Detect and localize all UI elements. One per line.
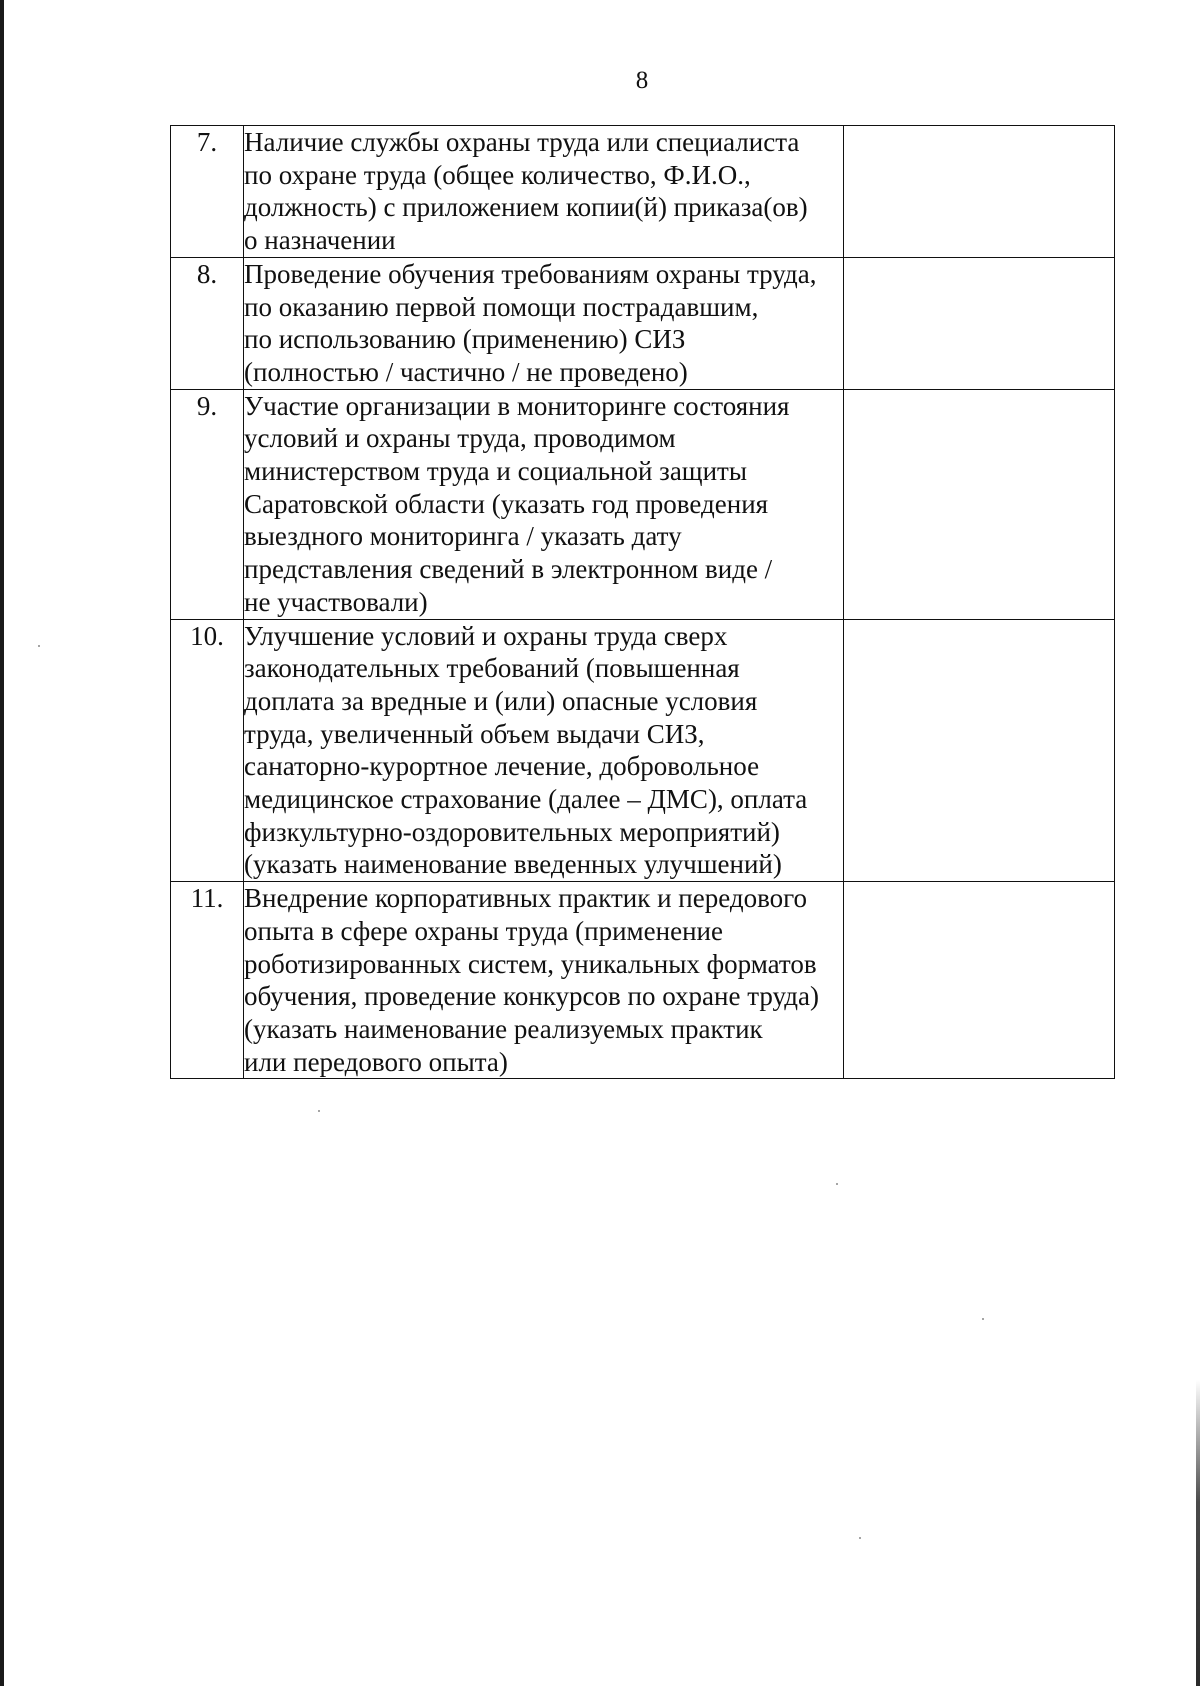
requirements-table: [170, 125, 1115, 1079]
table-row: [171, 619, 1115, 882]
page-number: 8: [635, 67, 649, 94]
scan-speck: [836, 1183, 838, 1185]
row-description-line: или передового опыта): [244, 1046, 508, 1077]
row-description: [244, 126, 844, 258]
row-description-line: не участвовали): [244, 586, 428, 617]
row-number: 11.: [171, 882, 244, 1079]
scan-edge-right: [1196, 1380, 1200, 1686]
row-description-line: Проведение обучения требованиям охраны труда,: [244, 258, 817, 289]
table-row: [171, 389, 1115, 619]
row-description-line: по использованию (применению) СИЗ: [244, 324, 686, 355]
row-description-line: Участие организации в мониторинге состояния: [244, 390, 790, 421]
row-description: [244, 257, 844, 389]
row-description: [244, 882, 844, 1079]
row-description-line: представления сведений в электронном виде /: [244, 554, 773, 585]
row-description-line: (указать наименование введенных улучшений): [244, 849, 782, 880]
row-description-line: по охране труда (общее количество, Ф.И.О.,: [244, 159, 751, 190]
row-description-line: обучения, проведение конкурсов по охране труда): [244, 981, 820, 1012]
row-description-line: по оказанию первой помощи пострадавшим,: [244, 291, 759, 322]
row-description-line: опыта в сфере охраны труда (применение: [244, 915, 723, 946]
row-description-line: условий и охраны труда, проводимом: [244, 423, 676, 454]
row-description-line: Улучшение условий и охраны труда сверх: [244, 620, 728, 651]
row-number: 8.: [171, 257, 244, 389]
row-description-line: министерством труда и социальной защиты: [244, 456, 747, 487]
row-description-line: законодательных требований (повышенная: [244, 653, 740, 684]
row-value: [844, 126, 1115, 258]
row-description-line: Наличие службы охраны труда или специалиста: [244, 127, 800, 157]
scan-speck: [318, 1110, 320, 1112]
table-row: [171, 257, 1115, 389]
row-value: [844, 619, 1115, 882]
row-description-line: (полностью / частично / не проведено): [244, 356, 688, 387]
table-row: [171, 882, 1115, 1079]
scan-speck: [982, 1318, 984, 1320]
scan-speck: [38, 645, 40, 647]
row-description-line: доплата за вредные и (или) опасные условия: [244, 685, 758, 716]
row-description-line: физкультурно-оздоровительных мероприятий): [244, 816, 780, 847]
row-number: 9.: [171, 389, 244, 619]
scan-edge-left: [0, 0, 4, 1686]
row-description-line: медицинское страхование (далее – ДМС), оплата: [244, 784, 808, 815]
row-description-line: должность) с приложением копии(й) приказа(ов): [244, 192, 808, 223]
row-description: [244, 389, 844, 619]
table-row: [171, 126, 1115, 258]
row-value: [844, 257, 1115, 389]
row-description-line: (указать наименование реализуемых практик: [244, 1013, 763, 1044]
row-value: [844, 882, 1115, 1079]
row-description-line: выездного мониторинга / указать дату: [244, 521, 682, 552]
row-description: [244, 619, 844, 882]
row-number: 10.: [171, 619, 244, 882]
row-description-line: труда, увеличенный объем выдачи СИЗ,: [244, 718, 705, 749]
row-description-line: роботизированных систем, уникальных форматов: [244, 948, 817, 979]
scan-speck: [859, 1537, 861, 1539]
row-description-line: о назначении: [244, 225, 396, 256]
row-description-line: Саратовской области (указать год проведения: [244, 488, 769, 519]
row-number: 7.: [171, 126, 244, 258]
row-value: [844, 389, 1115, 619]
row-description-line: санаторно-курортное лечение, добровольное: [244, 751, 760, 782]
row-description-line: Внедрение корпоративных практик и передового: [244, 883, 808, 914]
